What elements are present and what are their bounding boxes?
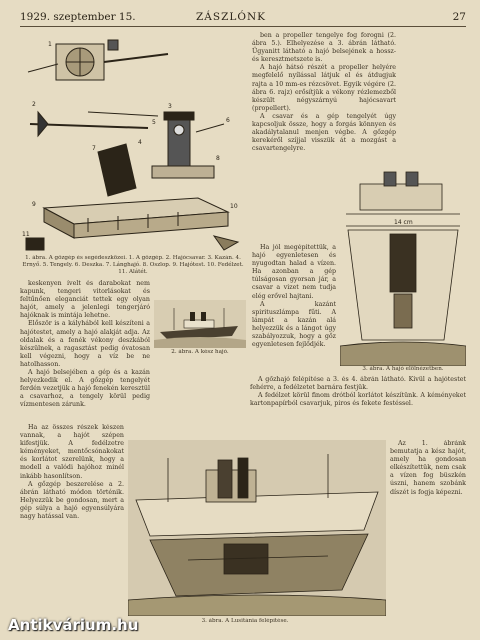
label-4: 4 bbox=[138, 139, 142, 146]
caption-fig4: 3. ábra. A Lusitánia felépítése. bbox=[201, 618, 289, 624]
paragraph: A hajó belsejében a gép és a kazán helyezkedik el. A gőzgép tengelyét ferdén vezetjük a hajó fenekén keresztül a csavarhoz, a tengely körül pedig vízmentesen zárunk. bbox=[20, 369, 150, 409]
label-7: 7 bbox=[92, 145, 96, 152]
label-5: 5 bbox=[152, 119, 156, 126]
caption-fig1: 1. ábra. A gőzgép és segédeszközei. 1. A gőzgép. 2. Hajócsavar. 3. Kazán. 4. Ernyő. 5. Tengely. 6. Deszka. 7. Lánghajó. 8. Oszlop. 9. Hajótest. 10. Fedélzet. 11. Alátét. bbox=[22, 255, 244, 275]
paragraph: Ha jól megépítettük, a hajó egyenletesen és nyugodtan halad a vízen. Ha azonban a gép túlságosan gyorsan jár, a csavar a vizet nem tudja elég erővel hajtani. bbox=[252, 244, 336, 300]
front-view-drawing bbox=[340, 170, 466, 366]
paragraph: A csavar és a gép tengelyét úgy kapcsoljuk össze, hogy a forgás könnyen és akadálytalanul menjen végbe. A gőzgép kerekéről szíjjal visszük át a mozgást a csavartengelyre. bbox=[252, 112, 396, 153]
page-header bbox=[20, 10, 466, 27]
paragraph: A gőzgép beszerelése a 2. ábrán látható módon történik. Helyezzük be gondosan, mert a gép súlya a hajó egyensúlyára nagy hatással van. bbox=[20, 480, 124, 521]
label-10: 10 bbox=[230, 203, 238, 210]
figure-front-view bbox=[340, 170, 466, 366]
label-8: 8 bbox=[216, 155, 220, 162]
text-center-right bbox=[250, 376, 466, 438]
caption-fig2: 2. ábra. A kész hajó. bbox=[171, 349, 229, 355]
caption-fig3: 3. ábra. A hajó elölnézetben. bbox=[362, 366, 444, 372]
paragraph: Ha az összes részek készen vannak, a hajót szépen kifestjük. A fedélzetre kéményeket, mentőcsónakokat és korlátot szerelünk, hogy a modell a valódi hajóhoz minél inkább hasonlítson. bbox=[20, 424, 124, 480]
text-left-middle bbox=[20, 280, 150, 420]
text-left-bottom bbox=[20, 424, 124, 624]
figure-lusitania bbox=[128, 440, 386, 616]
figure-finished-ship bbox=[154, 300, 246, 348]
text-right-bottom bbox=[390, 440, 466, 620]
label-6: 6 bbox=[226, 117, 230, 124]
label-2: 2 bbox=[32, 101, 36, 108]
header-date: 1929. szeptember 15. bbox=[20, 11, 136, 23]
paragraph: ben a propeller tengelye fog forogni (2. ábra 5.). Elhelyezése a 3. ábrán látható. Ügyanitt látható a hajó belsejének a hossz- és keresztmetszete is. bbox=[252, 32, 396, 64]
ship-photo bbox=[154, 300, 246, 348]
header-title: ZÁSZLÓNK bbox=[196, 11, 266, 23]
paragraph: Először is a kályhából kell készíteni a hajótestet, amely a hajó alakját adja. Az oldalak és a fenék vékony deszkából készülnek, a ragasztást pedig óvatosan kell végezni, hogy a víz be ne hatolhasson. bbox=[20, 320, 150, 368]
paragraph: A fedélzet körül finom drótból korlátot készítünk. A kéményeket kartonpapírból csavarjuk, piros és fekete festéssel. bbox=[250, 392, 466, 408]
paragraph: keskenyen ívelt és darabokat nem kapunk, tengeri vitorlásokat és feltűnően eleganciát tettek egy olyan hajót, amely a jelenlegi tengerjáró hajóknak is mintája lehetne. bbox=[20, 280, 150, 320]
text-right-middle bbox=[252, 244, 336, 372]
engine-parts-drawing bbox=[18, 32, 246, 254]
page-number: 27 bbox=[452, 11, 466, 23]
label-11: 11 bbox=[22, 231, 30, 238]
paragraph: A hajó hátsó részét a propeller helyére megfelelő nyílással látjuk el és átdugjuk rajta a 10 mm-es rézcsövet. Egyik végére (2. ábra 6. rajz) erősítjük a vékony rézlemezből készült négyszárnyú hajócsavart (propellert). bbox=[252, 64, 396, 112]
paragraph: A gőzhajó felépítése a 3. és 4. ábrán látható. Kívül a hajótestet fehérre, a fedélzetet barnára festjük. bbox=[250, 376, 466, 392]
watermark-logo: Antikvárium.hu bbox=[8, 616, 139, 634]
figure-engine-parts bbox=[18, 32, 246, 254]
label-3: 3 bbox=[168, 103, 172, 110]
paragraph: A kazánt spirituszlámpa fűti. A lámpát a kazán alá helyezzük és a lángot úgy szabályozzuk, hogy a gőz egyenletesen fejlődjék. bbox=[252, 300, 336, 349]
paragraph: Az 1. ábránk bemutatja a kész hajót, amely ha gondosan elkészítettük, nem csak a vízen fog büszkén úszni, hanem szobánk díszét is fogja képezni. bbox=[390, 440, 466, 496]
label-9: 9 bbox=[32, 201, 36, 208]
label-1: 1 bbox=[48, 41, 52, 48]
dimension-label: 14 cm bbox=[394, 219, 413, 226]
lusitania-drawing bbox=[128, 440, 386, 616]
